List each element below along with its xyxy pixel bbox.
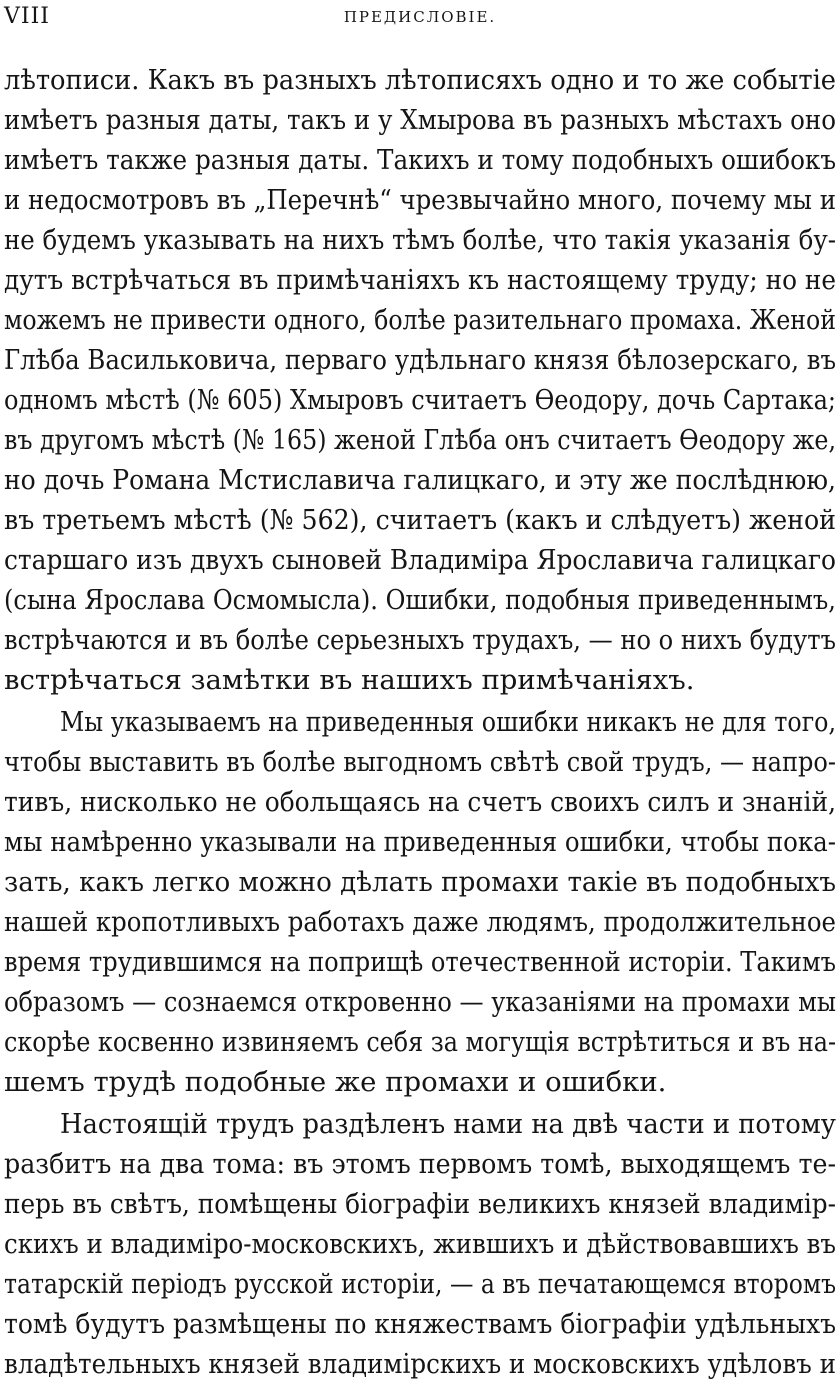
text-line: дутъ встрѣчаться въ примѣчаніяхъ къ настоящему труду; но не [4, 264, 836, 296]
text-line: скихъ и владиміро-московскихъ, жившихъ и дѣйствовавшихъ въ [4, 1228, 836, 1260]
page-number: VIII [4, 4, 50, 29]
text-line: тивъ, нисколько не обольщаясь на счетъ своихъ силъ и знаній, [4, 786, 836, 818]
text-line: нашей кропотливыхъ работахъ даже людямъ, продолжительное [4, 906, 836, 938]
text-line: скорѣе косвенно извиняемъ себя за могущія встрѣтиться и въ на- [4, 1026, 836, 1058]
text-line: старшаго изъ двухъ сыновей Владиміра Ярославича галицкаго [4, 544, 836, 576]
text-line: мы намѣренно указывали на приведенныя ошибки, чтобы пока- [4, 826, 836, 858]
running-head: ПРЕДИСЛОВІЕ. [343, 8, 497, 26]
text-line: (сына Ярослава Осмомысла). Ошибки, подобныя приведеннымъ, [4, 584, 836, 616]
text-line: имѣетъ разныя даты, такъ и у Хмырова въ разныхъ мѣстахъ оно [4, 104, 836, 136]
text-line: чтобы выставить въ болѣе выгодномъ свѣтѣ свой трудъ, — напро- [4, 746, 836, 778]
paragraph-first-line: Мы указываемъ на приведенныя ошибки никакъ не для того, [60, 706, 836, 738]
text-line: одномъ мѣстѣ (№ 605) Хмыровъ считаетъ Ѳеодору, дочь Сартака; [4, 384, 836, 416]
text-line: зать, какъ легко можно дѣлать промахи такіе въ подобныхъ [4, 866, 836, 898]
text-line: и недосмотровъ въ „Перечнѣ“ чрезвычайно много, почему мы и [4, 184, 836, 216]
text-line: татарскій періодъ русской исторіи, — а въ печатающемся второмъ [4, 1268, 836, 1300]
paragraph-first-line: Настоящій трудъ раздѣленъ нами на двѣ части и потому [60, 1108, 836, 1140]
text-line: шемъ трудѣ подобные же промахи и ошибки. [4, 1066, 667, 1098]
text-line: встрѣчаться замѣтки въ нашихъ примѣчаніяхъ. [4, 664, 695, 696]
text-line: встрѣчаются и въ болѣе серьезныхъ трудахъ, — но о нихъ будутъ [4, 624, 836, 656]
page-header [4, 4, 836, 32]
text-line: не будемъ указывать на нихъ тѣмъ болѣе, что такія указанія бу- [4, 224, 836, 256]
text-line: разбитъ на два тома: въ этомъ первомъ томѣ, выходящемъ те- [4, 1148, 836, 1180]
text-line: Глѣба Васильковича, перваго удѣльнаго князя бѣлозерскаго, въ [4, 344, 836, 376]
text-line: въ третьемъ мѣстѣ (№ 562), считаетъ (какъ и слѣдуетъ) женой [4, 504, 836, 536]
text-line: въ другомъ мѣстѣ (№ 165) женой Глѣба онъ считаетъ Ѳеодору же, [4, 424, 836, 456]
text-line: перь въ свѣтъ, помѣщены біографіи великихъ князей владимір- [4, 1188, 836, 1220]
text-line: можемъ не привести одного, болѣе разительнаго промаха. Женой [4, 304, 836, 336]
text-line: томѣ будутъ размѣщены по княжествамъ біографіи удѣльныхъ [4, 1308, 836, 1340]
text-line: владѣтельныхъ князей владимірскихъ и московскихъ удѣловъ и [4, 1348, 836, 1380]
text-line: но дочь Романа Мстиславича галицкаго, и эту же послѣднюю, [4, 464, 836, 496]
text-line: лѣтописи. Какъ въ разныхъ лѣтописяхъ одно и то же событіе [4, 64, 836, 96]
text-line: время трудившимся на поприщѣ отечественной исторіи. Такимъ [4, 946, 836, 978]
text-line: образомъ — сознаемся откровенно — указаніями на промахи мы [4, 986, 836, 1018]
text-line: имѣетъ также разныя даты. Такихъ и тому подобныхъ ошибокъ [4, 144, 836, 176]
